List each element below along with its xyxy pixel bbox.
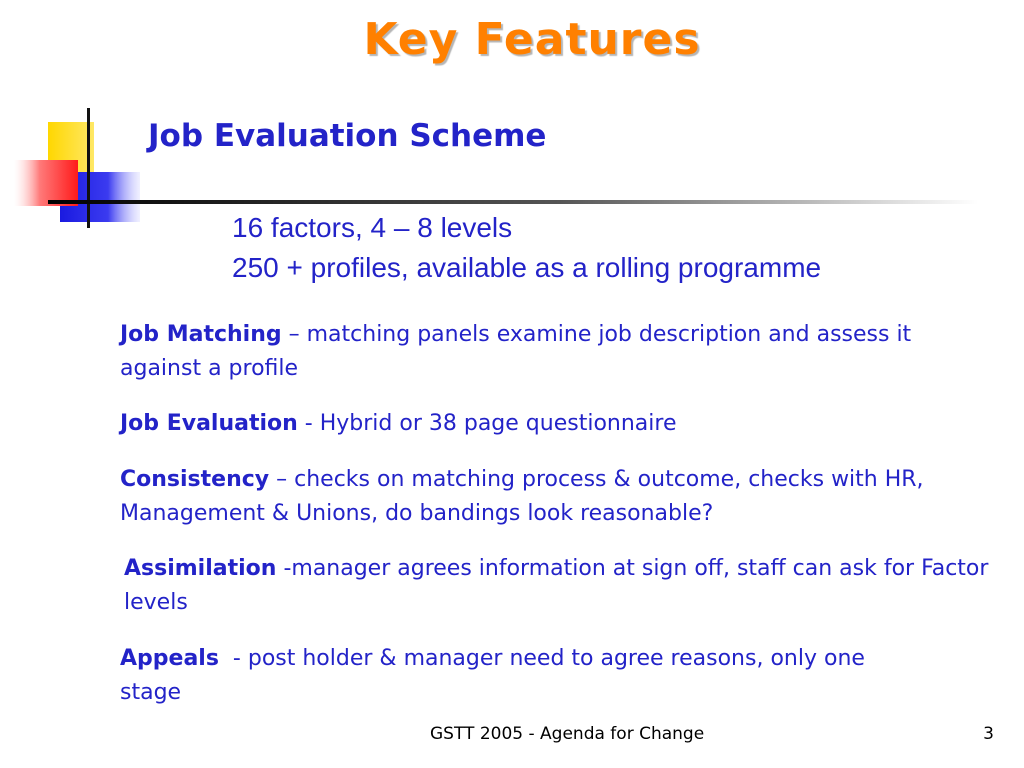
slide-subtitle: Job Evaluation Scheme [148, 118, 547, 154]
page-number: 3 [983, 724, 994, 744]
item-text: - Hybrid or 38 page questionnaire [297, 411, 677, 436]
item-term: Appeals [120, 646, 219, 671]
consistency-item [120, 463, 940, 531]
decor-yellow-square [48, 122, 94, 172]
job-evaluation-item [120, 407, 920, 441]
factors-block [232, 208, 821, 288]
item-term: Assimilation [124, 556, 277, 581]
assimilation-item [124, 552, 994, 620]
slide-title: Key Features [363, 14, 701, 65]
item-term: Job Evaluation [120, 411, 298, 436]
footer-text: GSTT 2005 - Agenda for Change [430, 724, 705, 744]
item-term: Job Matching [120, 322, 282, 347]
profiles-line: 250 + profiles, available as a rolling programme [232, 252, 822, 283]
decor-vertical-line [87, 108, 90, 228]
appeals-item [120, 642, 920, 710]
item-text: -manager agrees information at sign off, staff can ask for Factor levels [124, 556, 989, 615]
item-term: Consistency [120, 467, 270, 492]
factors-line: 16 factors, 4 – 8 levels [232, 212, 513, 243]
decor-blue-square [60, 172, 140, 222]
item-text: - post holder & manager need to agree reasons, only one stage [120, 646, 872, 705]
item-text: – checks on matching process & outcome, checks with HR, Management & Unions, do bandings look reasonable? [120, 467, 924, 526]
decor-red-square [14, 160, 78, 206]
job-matching-item [120, 318, 920, 386]
item-text: – matching panels examine job description and assess it against a profile [120, 322, 912, 381]
decor-horizontal-line [48, 200, 978, 204]
